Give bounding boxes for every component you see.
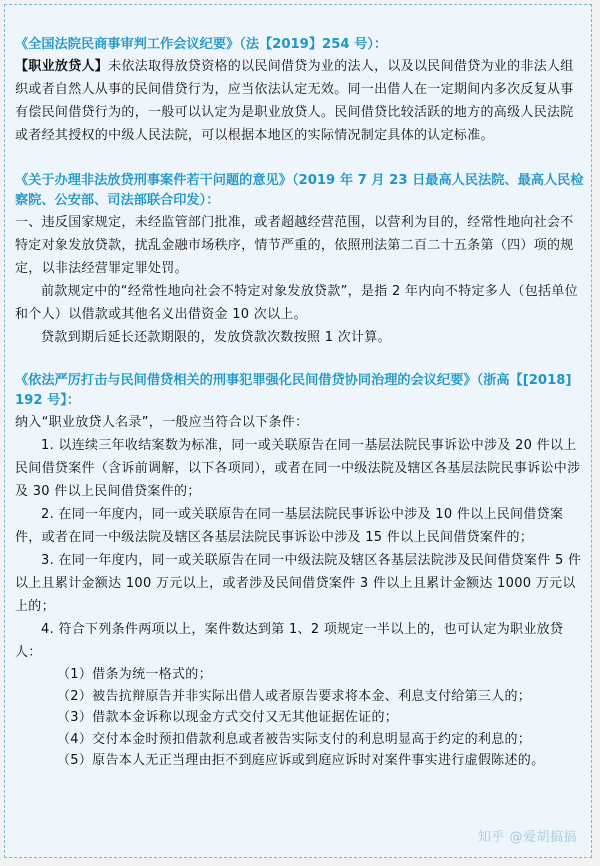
section-2-paragraph-3: 贷款到期后延长还款期限的，发放贷款次数按照 1 次计算。: [41, 330, 391, 345]
section-3-intro: 纳入“职业放贷人名录”，一般应当符合以下条件：: [15, 415, 309, 430]
section-2-paragraph-1: 一、违反国家规定，未经监管部门批准，或者超越经营范围，以营利为目的，经常性地向社会不特定对象发放贷款，扰乱金融市场秩序，情节严重的，依照刑法第二百二十五条第（四）项的规定，以非法经营罪定罪处罚。: [15, 215, 574, 276]
section-1-title: 《全国法院民商事审判工作会议纪要》（法【2019】254 号）：: [15, 37, 388, 52]
section-3-item-4: 4. 符合下列条件两项以上，案件数达到第 1、2 项规定一半以上的，也可认定为职业放贷人：: [15, 622, 564, 660]
section-1-tag: 【职业放贷人】: [15, 59, 109, 74]
section-2-title: 《关于办理非法放贷刑事案件若干问题的意见》（2019 年 7 月 23 日最高人民法院、最高人民检察院、公安部、司法部联合印发）：: [15, 173, 584, 208]
section-2-paragraph-2: 前款规定中的“经常性地向社会不特定对象发放贷款”，是指 2 年内向不特定多人（包括单位和个人）以借款或其他名义出借资金 10 次以上。: [15, 284, 578, 322]
section-3-subitem: （1）借条为统一格式的；: [57, 667, 212, 682]
section-3-title: 《依法严厉打击与民间借贷相关的刑事犯罪强化民间借贷协同治理的会议纪要》（浙高【[2018] 192 号】：: [15, 373, 572, 408]
section-3-subitem: （3）借款本金诉称以现金方式交付又无其他证据佐证的；: [57, 710, 399, 725]
section-3-item-2: 2. 在同一年度内，同一或关联原告在同一基层法院民事诉讼中涉及 10 件以上民间借贷案件，或者在同一中级法院及辖区各基层法院民事诉讼中涉及 15 件以上民间借贷案件的；: [15, 507, 564, 545]
section-3-item-3: 3. 在同一年度内，同一或关联原告在同一中级法院及辖区各基层法院涉及民间借贷案件 5 件以上且累计金额达 100 万元以上，或者涉及民间借贷案件 3 件以上且累计金额达 1000 万元以上的；: [15, 553, 582, 614]
section-1-text: 未依法取得放贷资格的以民间借贷为业的法人，以及以民间借贷为业的非法人组织或者自然人从事的民间借贷行为，应当依法认定无效。同一出借人在一定期间内多次反复从事有偿民间借贷行为的，一般可以认定为是职业放贷人。民间借贷比较活跃的地方的高级人民法院或者经其授权的中级人民法院，可以根据本地区的实际情况制定具体的认定标准。: [15, 59, 574, 143]
section-1-body: [15, 55, 585, 147]
section-3-subitem: （4）交付本金时预扣借款利息或者被告实际支付的利息明显高于约定的利息的；: [57, 731, 532, 747]
document-frame: [4, 4, 592, 858]
section-3-item-1: 1. 以连续三年收结案数为标准，同一或关联原告在同一基层法院民事诉讼中涉及 20 件以上民间借贷案件（含诉前调解，以下各项同），或者在同一中级法院及辖区各基层法院民事诉讼中涉及 30 件以上民间借贷案件的；: [15, 438, 581, 499]
watermark: 知乎 @爱胡搞搞: [477, 830, 577, 845]
section-3: [15, 371, 585, 772]
section-3-subitem: （2）被告抗辩原告并非实际出借人或者原告要求将本金、利息支付给第三人的；: [57, 688, 532, 704]
section-2: [15, 171, 585, 349]
section-3-subitem: （5）原告本人无正当理由拒不到庭应诉或到庭应诉时对案件事实进行虚假陈述的。: [57, 753, 545, 768]
section-1: [15, 35, 585, 147]
